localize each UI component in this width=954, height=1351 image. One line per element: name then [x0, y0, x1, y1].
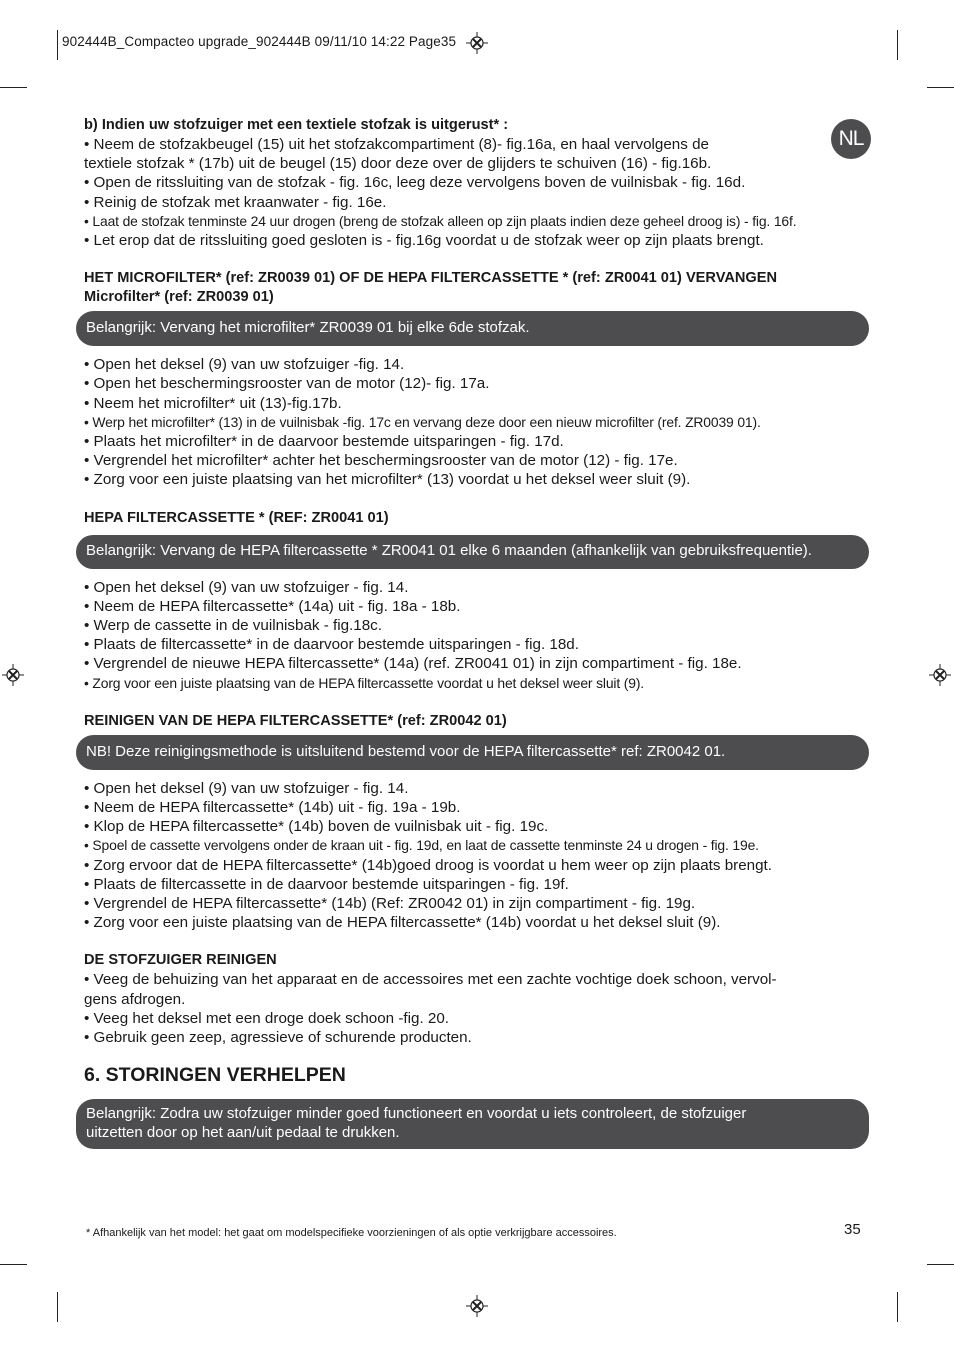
crop-mark [57, 1292, 58, 1322]
hepa-heading: HEPA FILTERCASSETTE * (REF: ZR0041 01) [84, 509, 389, 526]
crop-mark [0, 87, 27, 88]
list-item: textiele stofzak * (17b) uit de beugel (15) door deze over de glijders te schuiven (16) - fig.16b. [84, 155, 712, 173]
list-item: • Let erop dat de ritssluiting goed gesloten is - fig.16g voordat u de stofzak weer op zijn plaats brengt. [84, 232, 764, 250]
list-item: • Plaats de filtercassette* in de daarvoor bestemde uitsparingen - fig. 18d. [84, 636, 579, 654]
list-item: • Neem het microfilter* uit (13)-fig.17b. [84, 394, 342, 412]
registration-mark-icon [466, 32, 488, 54]
list-item: • Open het deksel (9) van uw stofzuiger - fig. 14. [84, 779, 409, 797]
troubleshooting-note [76, 1099, 869, 1149]
crop-mark [927, 87, 954, 88]
list-item: • Vergrendel de HEPA filtercassette* (14b) (Ref: ZR0042 01) in zijn compartiment - fig. 19g. [84, 895, 696, 913]
note-text: Belangrijk: Vervang de HEPA filtercassette * ZR0041 01 elke 6 maanden (afhankelijk van gebruiksfrequentie). [86, 541, 812, 559]
crop-mark [897, 30, 898, 60]
list-item: • Zorg ervoor dat de HEPA filtercassette* (14b)goed droog is voordat u hem weer op zijn plaats brengt. [84, 856, 772, 874]
cleaning-vacuum-heading: DE STOFZUIGER REINIGEN [84, 952, 277, 969]
list-item: • Neem de stofzakbeugel (15) uit het stofzakcompartiment (8)- fig.16a, en haal vervolgens de [84, 136, 709, 153]
list-item: • Laat de stofzak tenminste 24 uur drogen (breng de stofzak alleen op zijn plaats indien deze geheel droog is) - fig. 16f. [84, 212, 797, 229]
list-item: gens afdrogen. [84, 990, 186, 1008]
list-item: • Plaats de filtercassette in de daarvoor bestemde uitsparingen - fig. 19f. [84, 875, 569, 893]
list-item: • Plaats het microfilter* in de daarvoor bestemde uitsparingen - fig. 17d. [84, 433, 564, 451]
list-item: • Neem de HEPA filtercassette* (14b) uit - fig. 19a - 19b. [84, 799, 461, 817]
list-item: • Open het beschermingsrooster van de motor (12)- fig. 17a. [84, 375, 490, 393]
note-text: Belangrijk: Zodra uw stofzuiger minder goed functioneert en voordat u iets controleert, de stofzuiger [86, 1105, 747, 1123]
list-item: • Spoel de cassette vervolgens onder de kraan uit - fig. 19d, en laat de cassette tenminste 24 u drogen - fig. 19e. [84, 837, 759, 854]
cleaning-hepa-heading: REINIGEN VAN DE HEPA FILTERCASSETTE* (ref: ZR0042 01) [84, 712, 507, 729]
page-number: 35 [844, 1221, 861, 1238]
note-text: Belangrijk: Vervang het microfilter* ZR0039 01 bij elke 6de stofzak. [86, 319, 530, 337]
list-item: • Open het deksel (9) van uw stofzuiger - fig. 14. [84, 578, 409, 596]
main-content [84, 116, 874, 1149]
crop-mark [0, 1264, 27, 1265]
cleaning-hepa-note [76, 735, 869, 770]
list-item: • Open het deksel (9) van uw stofzuiger -fig. 14. [84, 356, 405, 374]
print-header: 902444B_Compacteo upgrade_902444B 09/11/10 14:22 Page35 [62, 34, 457, 49]
list-item: • Zorg voor een juiste plaatsing van het microfilter* (13) voordat u het deksel weer sluit (9). [84, 471, 691, 489]
list-item: • Gebruik geen zeep, agressieve of schurende producten. [84, 1029, 472, 1047]
list-item: • Reinig de stofzak met kraanwater - fig. 16e. [84, 193, 387, 211]
registration-mark-icon [929, 664, 951, 686]
microfilter-note [76, 311, 869, 346]
note-text: uitzetten door op het aan/uit pedaal te drukken. [86, 1124, 400, 1142]
list-item: • Klop de HEPA filtercassette* (14b) boven de vuilnisbak uit - fig. 19c. [84, 818, 549, 836]
registration-mark-icon [466, 1295, 488, 1317]
list-item: • Veeg de behuizing van het apparaat en de accessoires met een zachte vochtige doek schoon, vervol- [84, 971, 777, 989]
list-item: • Vergrendel het microfilter* achter het beschermingsrooster van de motor (12) - fig. 17e. [84, 452, 678, 470]
list-item: • Zorg voor een juiste plaatsing van de HEPA filtercassette* (14b) voordat u het deksel sluit (9). [84, 914, 721, 932]
list-item: • Veeg het deksel met een droge doek schoon -fig. 20. [84, 1009, 449, 1027]
list-item: • Werp de cassette in de vuilnisbak - fig.18c. [84, 617, 382, 635]
crop-mark [927, 1264, 954, 1265]
microfilter-heading: HET MICROFILTER* (ref: ZR0039 01) OF DE HEPA FILTERCASSETTE * (ref: ZR0041 01) VERVANGEN [84, 270, 778, 287]
hepa-note [76, 535, 869, 569]
crop-mark [897, 1292, 898, 1322]
troubleshooting-title: 6. STORINGEN VERHELPEN [84, 1064, 346, 1087]
list-item: • Neem de HEPA filtercassette* (14a) uit - fig. 18a - 18b. [84, 597, 461, 615]
language-badge: NL [831, 119, 871, 159]
microfilter-subheading: Microfilter* (ref: ZR0039 01) [84, 289, 274, 306]
registration-mark-icon [2, 664, 24, 686]
list-item: • Vergrendel de nieuwe HEPA filtercassette* (14a) (ref. ZR0041 01) in zijn compartiment - fig. 18e. [84, 655, 742, 673]
footnote: * Afhankelijk van het model: het gaat om modelspecifieke voorzieningen of als optie verkrijgbare accessoires. [86, 1227, 617, 1239]
note-text: NB! Deze reinigingsmethode is uitsluitend bestemd voor de HEPA filtercassette* ref: ZR0042 01. [86, 742, 726, 760]
crop-mark [57, 30, 58, 60]
list-item: • Werp het microfilter* (13) in de vuilnisbak -fig. 17c en vervang deze door een nieuw microfilter (ref. ZR0039 01). [84, 413, 761, 430]
section-b-heading: b) Indien uw stofzuiger met een textiele stofzak is uitgerust* : [84, 117, 509, 133]
list-item: • Zorg voor een juiste plaatsing van de HEPA filtercassette voordat u het deksel weer sluit (9). [84, 674, 645, 691]
list-item: • Open de ritssluiting van de stofzak - fig. 16c, leeg deze vervolgens boven de vuilnisbak - fig. 16d. [84, 174, 746, 192]
